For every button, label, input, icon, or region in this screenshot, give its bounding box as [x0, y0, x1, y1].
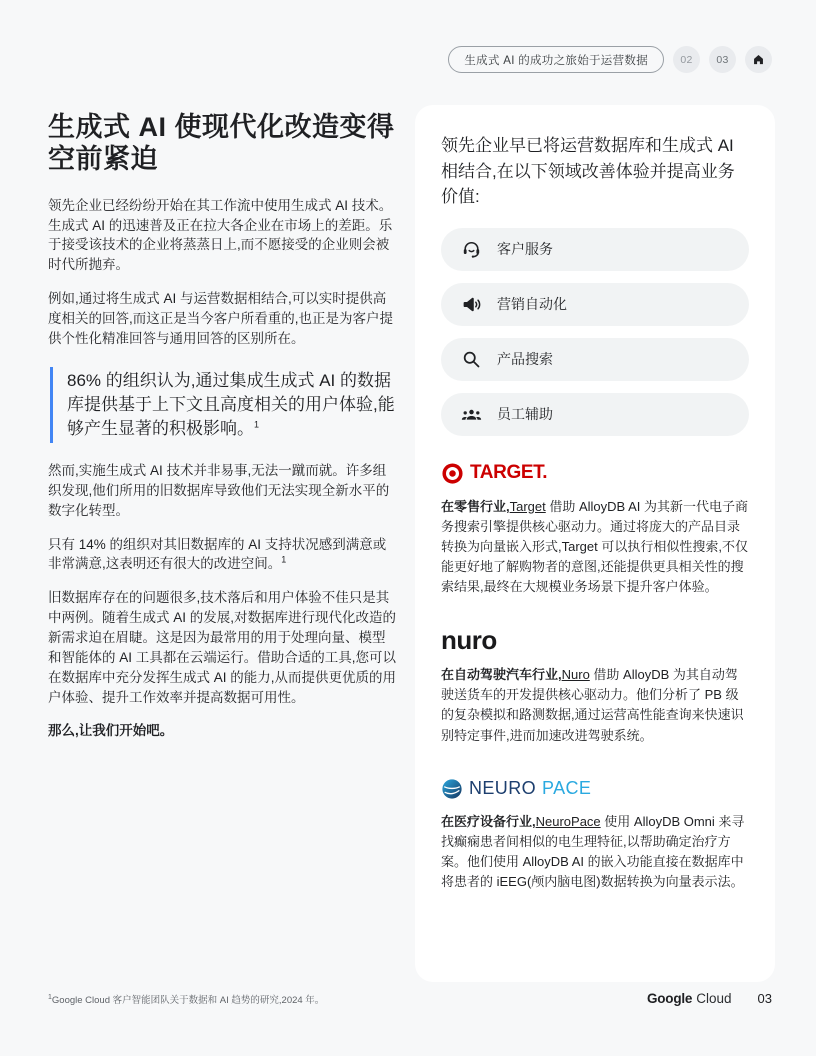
case-body: 借助 AlloyDB AI 为其新一代电子商务搜索引擎提供核心驱动力。通过将庞大的产品目录转换为向量嵌入形式,Target 可以执行相似性搜索,不仅能更好地了解购物者的意图,还能提供更具相关性的搜索结果,最终在大规模业务场景下提升客户体验。 [441, 498, 749, 595]
nuro-link[interactable]: Nuro [561, 667, 590, 683]
case-study-neuropace [441, 778, 749, 893]
case-study-text [441, 665, 749, 746]
page-title: 生成式 AI 使现代化改造变得空前紧迫 [48, 112, 395, 175]
case-lead: 在零售行业, [441, 498, 510, 514]
chip-label: 客户服务 [497, 241, 553, 257]
paragraph-4 [48, 535, 396, 575]
case-body: 使用 AlloyDB Omni 来寻找癫痫患者间相似的电生理特征,以帮助确定治疗方案。他们使用 AlloyDB AI 的嵌入功能直接在数据库中将患者的 iEEG(颅内脑电图)数据转换为向量表示法。 [441, 813, 745, 890]
case-body: 借助 AlloyDB 为其自动驾驶送货车的开发提供核心驱动力。他们分析了 PB 级的复杂模拟和路测数据,通过运营高性能查询来快速识别特定事件,进而加速改进驾驶系统。 [441, 667, 744, 743]
target-logo [441, 462, 749, 485]
home-icon [752, 53, 765, 66]
nuro-logo [441, 625, 749, 656]
chip-employee-assist [441, 393, 749, 436]
google-cloud-logo [647, 991, 772, 1006]
chip-customer-service [441, 228, 749, 271]
pull-quote-text: 86% 的组织认为,通过集成生成式 AI 的数据库提供基于上下文且高度相关的用户体验,能够产生显著的积极影响。 [67, 370, 395, 438]
megaphone-icon [461, 294, 482, 315]
card-intro: 领先企业早已将运营数据库和生成式 AI 相结合,在以下领域改善体验并提高业务价值: [441, 136, 735, 206]
neuropace-sphere-icon [441, 778, 463, 800]
brand-cloud: Cloud [696, 991, 732, 1006]
case-lead: 在自动驾驶汽车行业, [441, 667, 562, 683]
paragraph-5: 旧数据库存在的问题很多,技术落后和用户体验不佳只是其中两例。随着生成式 AI 的发展,对数据库进行现代化改造的新需求迫在眉睫。这是因为最常用的用于处理向量、模型和智能体的 AI 工具都在云端运行。借助合适的工具,您可以在数据库中充分发挥生成式 AI 的能力,从而提供更优质的用户体验、提升工作效率并提高数据可用性。 [48, 590, 397, 705]
use-case-card [415, 105, 775, 982]
footnote [48, 992, 324, 1006]
footnote-marker: 1 [48, 993, 52, 1001]
brand-google: Google [646, 991, 693, 1006]
paragraph-4-text: 只有 14% 的组织对其旧数据库的 AI 支持状况感到满意或非常满意,这表明还有很大的改进空间。 [48, 536, 387, 572]
article-column [48, 105, 396, 755]
pull-quote [50, 367, 396, 443]
case-lead: 在医疗设备行业, [441, 813, 536, 829]
footnote-reference: 1 [281, 554, 287, 565]
breadcrumb-pill[interactable] [448, 46, 664, 73]
search-icon [461, 349, 482, 370]
breadcrumb-label: 生成式 AI 的成功之旅始于运营数据 [464, 54, 648, 67]
neuropace-wordmark-neuro: NEURO [469, 778, 537, 799]
footer-page-number: 03 [757, 991, 772, 1006]
case-study-target [441, 462, 749, 598]
chip-label: 营销自动化 [497, 296, 567, 312]
home-button[interactable] [745, 46, 772, 73]
page-button-02[interactable]: 02 [673, 46, 700, 73]
neuropace-link[interactable]: NeuroPace [535, 813, 601, 829]
page-button-03[interactable]: 03 [709, 46, 736, 73]
paragraph-1: 领先企业已经纷纷开始在其工作流中使用生成式 AI 技术。生成式 AI 的迅速普及正在拉大各企业在市场上的差距。乐于接受该技术的企业将蒸蒸日上,而不愿接受的企业则会被时代所抛弃。 [48, 197, 393, 273]
case-study-text [441, 812, 749, 893]
headset-agent-icon [461, 239, 482, 260]
content-columns [48, 105, 775, 982]
footnote-text: Google Cloud 客户智能团队关于数据和 AI 趋势的研究,2024 年。 [51, 994, 325, 1006]
chip-label: 产品搜索 [497, 351, 553, 367]
paragraph-3: 然而,实施生成式 AI 技术并非易事,无法一蹴而就。许多组织发现,他们所用的旧数据库导致他们无法实现全新水平的数字化转型。 [48, 463, 390, 518]
case-study-nuro [441, 627, 749, 746]
page-footer [48, 991, 772, 1006]
chip-marketing-automation [441, 283, 749, 326]
top-navigation [448, 46, 772, 73]
footnote-reference: 1 [254, 419, 260, 430]
target-link[interactable]: Target [509, 498, 546, 514]
closing-line: 那么,让我们开始吧。 [48, 723, 174, 739]
target-wordmark: TARGET. [470, 462, 548, 483]
nuro-wordmark: nuro [441, 625, 497, 656]
people-icon [461, 404, 482, 425]
neuropace-logo [441, 778, 749, 800]
target-bullseye-icon [441, 462, 464, 485]
chip-label: 员工辅助 [497, 406, 553, 422]
paragraph-2: 例如,通过将生成式 AI 与运营数据相结合,可以实时提供高度相关的回答,而这正是当今客户所看重的,也正是为客户提供个性化精准回答与通用回答的区别所在。 [48, 291, 394, 346]
use-case-chip-list [441, 228, 749, 436]
case-study-text [441, 497, 749, 598]
neuropace-wordmark-pace: PACE [542, 778, 592, 799]
chip-product-search [441, 338, 749, 381]
